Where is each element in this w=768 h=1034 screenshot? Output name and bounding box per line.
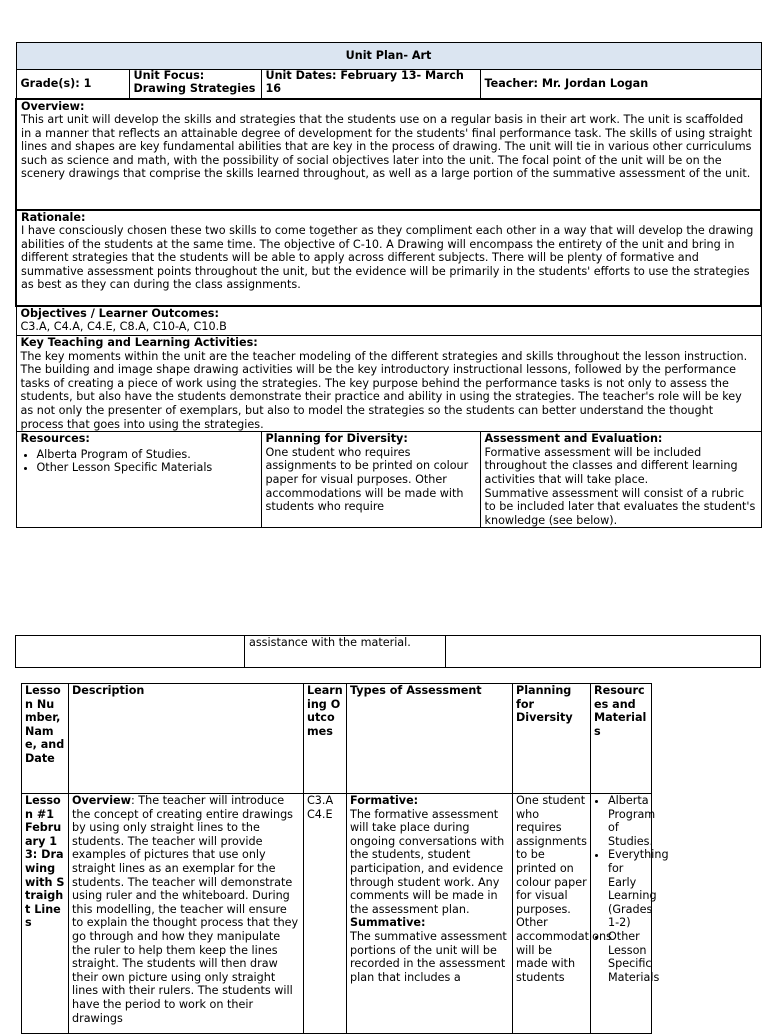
lesson-1-resource-item: • Alberta Program of Studies. [608, 794, 648, 848]
diversity-continued: assistance with the material. [245, 636, 446, 668]
diversity-heading: Planning for Diversity: [265, 432, 408, 446]
header-assessment: Types of Assessment [347, 684, 513, 794]
header-description: Description [69, 684, 304, 794]
objectives-text: C3.A, C4.A, C4.E, C8.A, C10-A, C10.B [20, 320, 227, 334]
unit-focus-cell: Unit Focus: Drawing Strategies [129, 70, 261, 99]
header-resources: Resources and Materials [591, 684, 652, 794]
continued-empty-cell [16, 636, 245, 668]
overview-text: This art unit will develop the skills and strategies that the students use on a regular basis in their art work. The unit is scaffolded in a manner that reflects an attainable degree of development for the students' final performance task. The skills of using straight lines and shapes are key fundamental abilities that are key in the process of drawing. The unit will tie in various other curriculums such as science and math, with the possibility of social objectives later into the unit. The focal point of the unit will be on the scenery drawings that comprise the skills learned throughout, as well as a large portion of the summative assessment of the unit. [21, 113, 753, 181]
rationale-section [16, 210, 761, 306]
objectives-heading: Objectives / Learner Outcomes: [20, 306, 219, 320]
lesson-1-formative-text: The formative assessment will take place during ongoing conversations with the students, student participation, and evidence through student work. Any comments will be made in the assessment plan. [350, 807, 505, 916]
overview-heading: Overview: [21, 99, 85, 113]
resources-item: • Other Lesson Specific Materials [37, 461, 257, 475]
resources-item: • Alberta Program of Studies. [37, 448, 257, 462]
diversity-text: One student who requires assignments to be printed on colour paper for visual purposes. Other accommodations will be made with students who require [265, 445, 469, 514]
lesson-1-diversity: One student who requires assignments to be printed on colour paper for visual purposes. Other accommodations will be made with students [513, 794, 591, 1034]
lesson-1-resources-list [594, 794, 669, 984]
assessment-text-formative: Formative assessment will be included throughout the classes and different learning activities that will take place. [484, 445, 738, 486]
resources-list [21, 448, 257, 475]
lesson-1-summative-label: Summative: [350, 916, 426, 930]
activities-section [16, 336, 761, 432]
lesson-1-resource-item: • Everything for Early Learning (Grades 1-2) [608, 848, 648, 930]
lesson-1-resources [591, 794, 669, 1034]
unit-plan-title: Unit Plan- Art [16, 43, 761, 70]
lesson-1-desc-label: Overview [72, 794, 131, 807]
activities-heading: Key Teaching and Learning Activities: [20, 336, 258, 349]
lesson-1-resource-item: • Other Lesson Specific Materials [608, 930, 648, 984]
lesson-1-description [69, 794, 304, 1034]
lesson-1-title: Lesson #1 February 13: Drawing with Straight Lines [22, 794, 69, 1034]
lesson-1-outcomes [304, 794, 347, 1034]
assessment-heading: Assessment and Evaluation: [484, 432, 663, 446]
continued-empty-cell [446, 636, 761, 668]
lesson-1-outcome: C4.E [307, 807, 333, 821]
grade-cell: Grade(s): 1 [16, 70, 129, 99]
unit-plan-table [15, 42, 762, 528]
lesson-1-assessment [347, 794, 513, 1034]
header-lesson: Lesson Number, Name, and Date [22, 684, 69, 794]
unit-dates-cell: Unit Dates: February 13- March 16 [261, 70, 480, 99]
overview-section [16, 99, 761, 210]
activities-text: The key moments within the unit are the teacher modeling of the different strategies and skills throughout the lesson instruction. The building and image shape drawing activities will be the key introductory instructional lessons, followed by the performance tasks of creating a piece of work using the strategies. The key purpose behind the performance tasks is not only to assess the students, but also have the students demonstrate their practice and ability in using the strategies. The teacher's role will be key as not only the presenter of exemplars, but also to model the strategies so the students can better understand the thought process that goes into using the strategies. [20, 349, 748, 431]
assessment-section [480, 432, 761, 528]
unit-plan-continued-table [15, 635, 761, 668]
header-diversity: Planning for Diversity [513, 684, 591, 794]
resources-heading: Resources: [20, 432, 90, 446]
rationale-text: I have consciously chosen these two skills to come together as they compliment each other in a way that will develop the drawing abilities of the students at the same time. The objective of C-10. A Drawing will encompass the entirety of the unit and bring in different strategies that the students will be able to apply across different subjects. There will be plenty of formative and summative assessment points throughout the unit, but the evidence will be primarily in the students' efforts to use the strategies as best as they can during the class assignments. [21, 224, 754, 292]
assessment-text-summative: Summative assessment will consist of a rubric to be included later that evaluates the student's knowledge (see below). [484, 486, 756, 527]
rationale-heading: Rationale: [21, 210, 86, 224]
header-outcomes: Learning Outcomes [304, 684, 347, 794]
objectives-section [16, 306, 761, 336]
lesson-1-outcome: C3.A [307, 794, 334, 807]
resources-section [16, 432, 261, 528]
diversity-section [261, 432, 480, 528]
lesson-table [21, 683, 669, 1034]
teacher-cell: Teacher: Mr. Jordan Logan [480, 70, 761, 99]
lesson-1-summative-text: The summative assessment portions of the unit will be recorded in the assessment plan that includes a [350, 929, 507, 984]
lesson-1-formative-label: Formative: [350, 794, 419, 807]
lesson-1-desc-text: : The teacher will introduce the concept of creating entire drawings by using only straight lines to the students. The teacher will provide examples of pictures that use only straight lines as an exemplar for the students. The teacher will demonstrate using ruler and the whiteboard. During this modelling, the teacher will ensure to explain the thought process that they go through and how they manipulate the ruler to help them keep the lines straight. The students will then draw their own picture using only straight lines with their rulers. The students will have the period to work on their drawings [72, 794, 299, 1025]
